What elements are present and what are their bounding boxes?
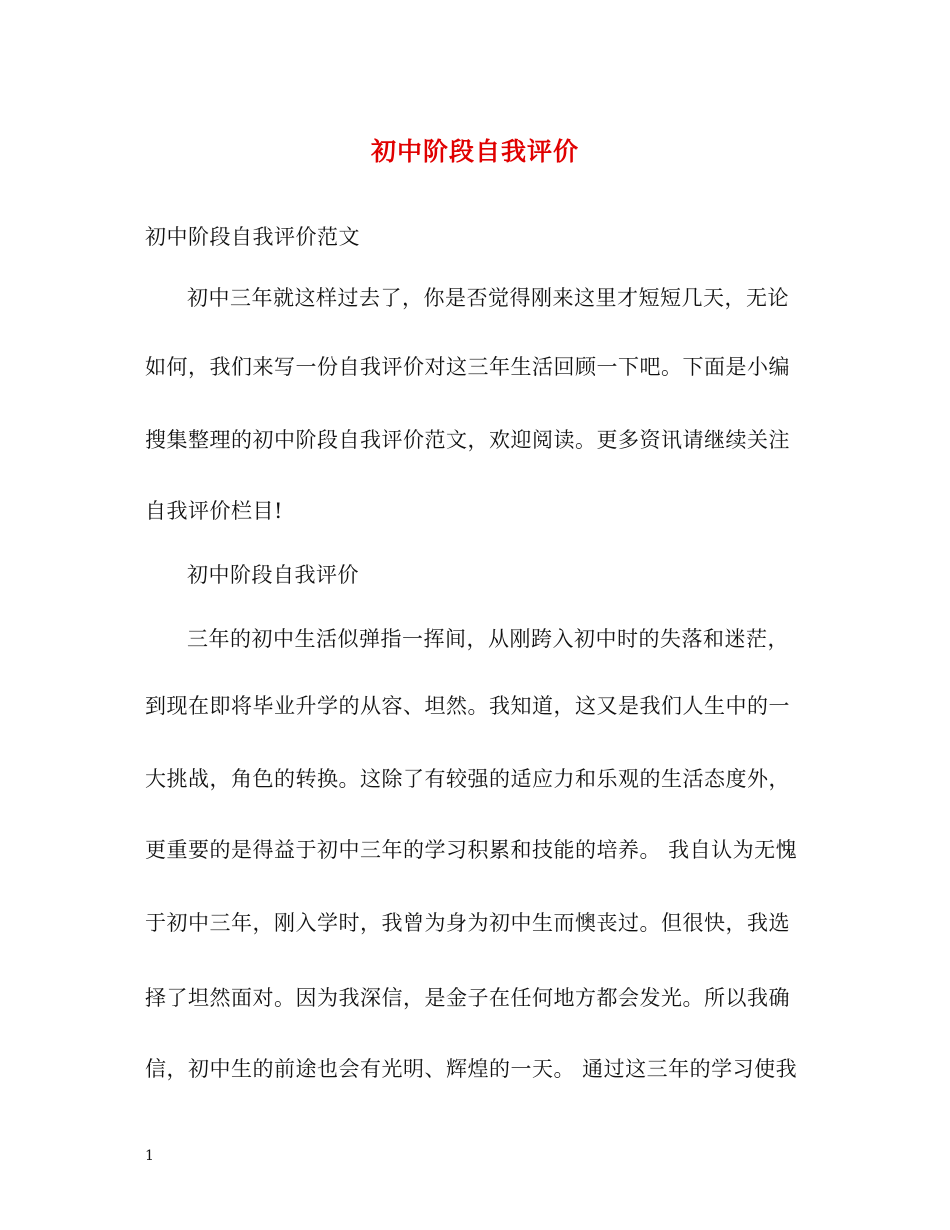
paragraph-line: 搜集整理的初中阶段自我评价范文，欢迎阅读。更多资讯请继续关注 <box>145 428 790 452</box>
page-number: 1 <box>145 1148 154 1164</box>
paragraph-line: 自我评价栏目! <box>145 499 283 523</box>
paragraph-line: 于初中三年，刚入学时，我曾为身为初中生而懊丧过。但很快，我选 <box>145 911 790 935</box>
paragraph-line: 择了坦然面对。因为我深信，是金子在任何地方都会发光。所以我确 <box>145 986 790 1010</box>
page-title: 初中阶段自我评价 <box>370 137 579 166</box>
paragraph-line: 如何，我们来写一份自我评价对这三年生活回顾一下吧。下面是小编 <box>145 355 790 379</box>
paragraph-line: 信，初中生的前途也会有光明、辉煌的一天。 通过这三年的学习使我 <box>145 1057 798 1081</box>
section-heading: 初中阶段自我评价 <box>187 563 359 587</box>
paragraph-line: 更重要的是得益于初中三年的学习积累和技能的培养。 我自认为无愧 <box>145 838 798 862</box>
paragraph-line: 大挑战，角色的转换。这除了有较强的适应力和乐观的生活态度外， <box>145 767 790 791</box>
paragraph-line: 三年的初中生活似弹指一挥间，从刚跨入初中时的失落和迷茫， <box>187 627 789 651</box>
paragraph-line: 到现在即将毕业升学的从容、坦然。我知道，这又是我们人生中的一 <box>145 694 790 718</box>
document-subtitle: 初中阶段自我评价范文 <box>145 225 360 249</box>
paragraph-line: 初中三年就这样过去了，你是否觉得刚来这里才短短几天，无论 <box>187 286 789 310</box>
